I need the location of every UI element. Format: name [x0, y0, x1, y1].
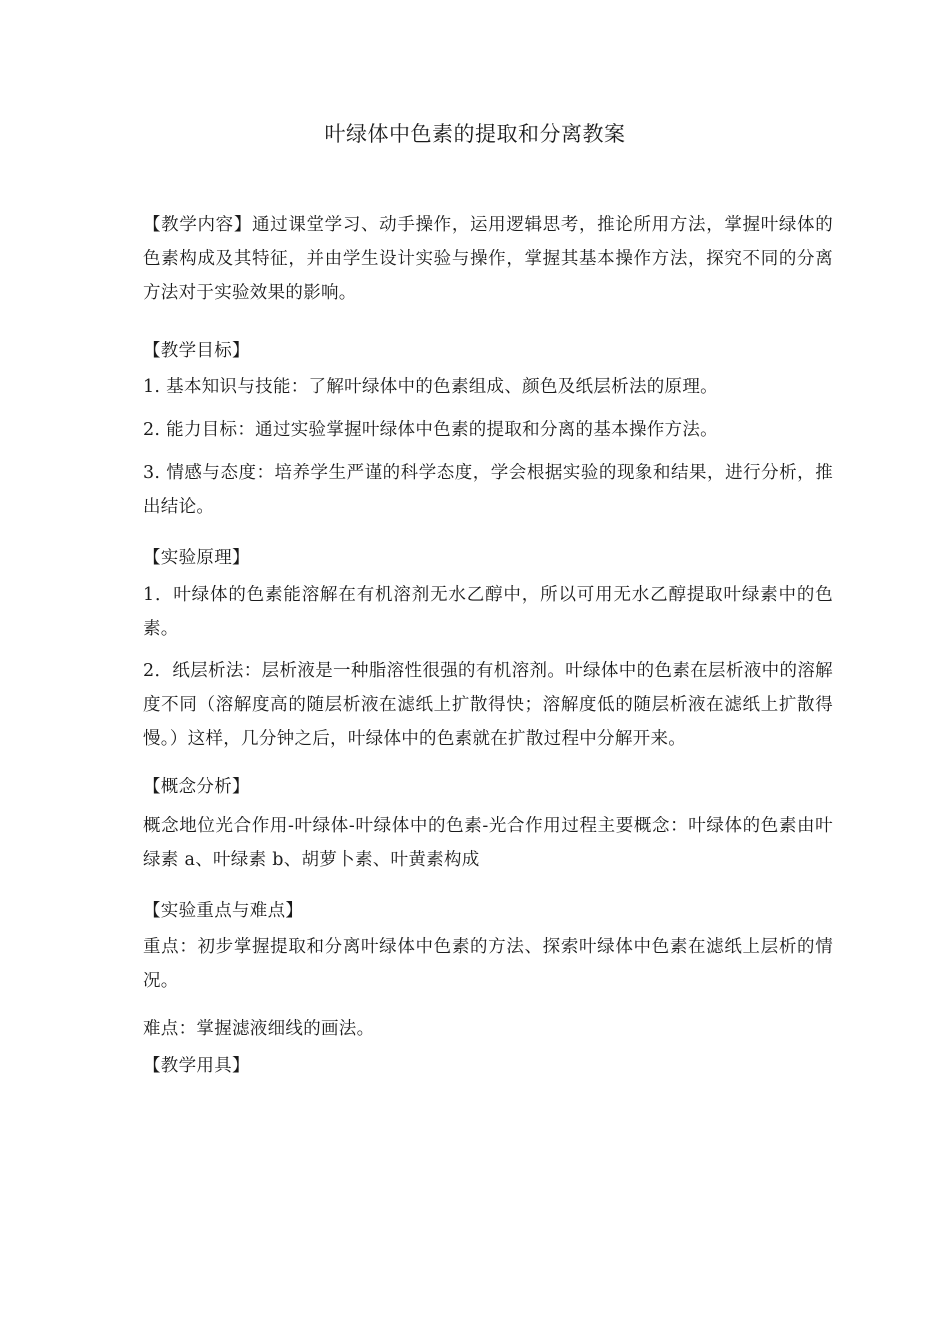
- key-point-paragraph: 重点：初步掌握提取和分离叶绿体中色素的方法、探索叶绿体中色素在滤纸上层析的情况。: [143, 937, 833, 991]
- principle-item: 2．纸层析法：层析液是一种脂溶性很强的有机溶剂。叶绿体中的色素在层析液中的溶解度不同（溶解度高的随层析液在滤纸上扩散得快；溶解度低的随层析液在滤纸上扩散得慢。）这样，几分钟之后，叶绿体中的色素就在扩散过程中分解开来。: [143, 661, 833, 749]
- principle-heading: 【实验原理】: [143, 548, 250, 568]
- concept-heading: 【概念分析】: [143, 777, 250, 797]
- document-title: 叶绿体中色素的提取和分离教案: [324, 122, 626, 146]
- teaching-content-text: 通过课堂学习、动手操作，运用逻辑思考，推论所用方法，掌握叶绿体的色素构成及其特征，并由学生设计实验与操作，掌握其基本操作方法，探究不同的分离方法对于实验效果的影响。: [143, 215, 833, 303]
- difficulty-paragraph: 难点：掌握滤液细线的画法。: [143, 1019, 375, 1039]
- teaching-goal-item: 1. 基本知识与技能：了解叶绿体中的色素组成、颜色及纸层析法的原理。: [143, 377, 718, 397]
- teaching-goals-heading: 【教学目标】: [143, 341, 250, 361]
- teaching-content-label: 【教学内容】: [143, 215, 253, 235]
- concept-paragraph: 概念地位光合作用-叶绿体-叶绿体中的色素-光合作用过程主要概念：叶绿体的色素由叶绿素 a、叶绿素 b、胡萝卜素、叶黄素构成: [143, 816, 833, 870]
- key-points-heading: 【实验重点与难点】: [143, 901, 304, 921]
- tools-heading: 【教学用具】: [143, 1056, 250, 1076]
- teaching-content-paragraph: [143, 208, 833, 310]
- teaching-goal-item: 2. 能力目标：通过实验掌握叶绿体中色素的提取和分离的基本操作方法。: [143, 420, 718, 440]
- teaching-goal-item: 3. 情感与态度：培养学生严谨的科学态度，学会根据实验的现象和结果，进行分析，推出结论。: [143, 463, 833, 517]
- principle-item: 1．叶绿体的色素能溶解在有机溶剂无水乙醇中，所以可用无水乙醇提取叶绿素中的色素。: [143, 585, 833, 639]
